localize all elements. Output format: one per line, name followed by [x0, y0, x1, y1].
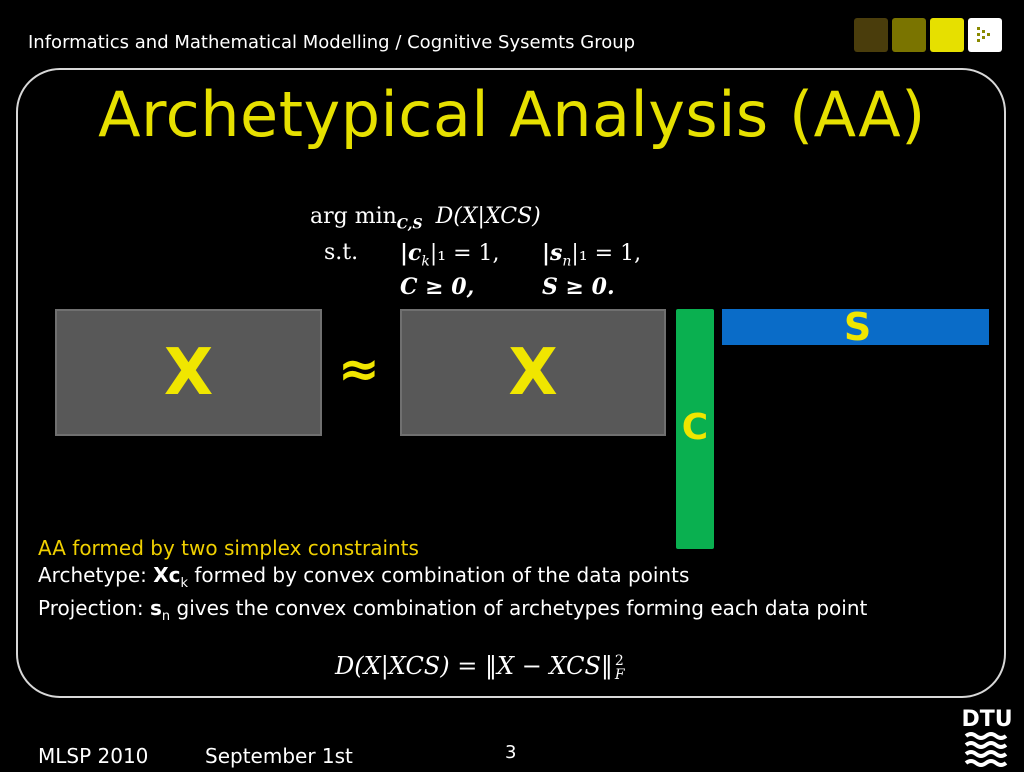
next-arrow-icon[interactable]: [968, 18, 1002, 52]
matrix-s: [722, 305, 989, 349]
header-text: Informatics and Mathematical Modelling / Cognitive Sysemts Group: [28, 32, 636, 53]
argmin-subscript: C,S: [396, 216, 423, 233]
brand-square-1: [854, 18, 888, 52]
body-line-2: [38, 563, 689, 591]
brand-squares: [854, 18, 1002, 52]
approx-symbol: ≈: [338, 340, 380, 398]
slide-title: Archetypical Analysis (AA): [98, 78, 926, 151]
constraint-s: |s: [542, 240, 563, 266]
constraint-s-sub: n: [562, 253, 572, 270]
body-line-3: [38, 596, 867, 624]
frobenius-sup: 2: [614, 652, 624, 669]
page-number: 3: [505, 742, 517, 763]
matrix-s-label: S: [843, 305, 872, 349]
frobenius-lhs: D(X|XCS) = ‖X − XCS‖: [335, 652, 613, 680]
dtu-logo: [962, 702, 1012, 768]
optimization-formula: [300, 200, 700, 310]
line2-rest: formed by convex combination of the data points: [188, 563, 690, 587]
constraint-c: |c: [400, 240, 422, 266]
footer-conference: MLSP 2010: [38, 744, 149, 768]
objective: D(X|XCS): [435, 204, 541, 229]
line2-prefix: Archetype:: [38, 563, 154, 587]
footer-date: September 1st: [205, 744, 353, 768]
matrix-c-label: C: [681, 406, 709, 448]
line2-bold: Xc: [153, 563, 181, 587]
constraint-s-nonneg: S ≥ 0.: [542, 274, 615, 300]
matrix-x-left: X: [55, 309, 322, 436]
constraint-c-nonneg: C ≥ 0,: [400, 274, 475, 300]
line3-bold: s: [150, 596, 162, 620]
body-line-1: AA formed by two simplex constraints: [38, 536, 419, 560]
line2-sub: k: [180, 576, 189, 591]
line3-prefix: Projection:: [38, 596, 150, 620]
frobenius-sub: F: [614, 666, 625, 683]
brand-square-3: [930, 18, 964, 52]
matrix-x-right: X: [400, 309, 666, 436]
constraint-s-tail: |₁ = 1,: [571, 241, 642, 266]
constraint-c-sub: k: [421, 253, 430, 270]
line3-rest: gives the convex combination of archetypes forming each data point: [170, 596, 868, 620]
brand-square-2: [892, 18, 926, 52]
argmin-label: arg min: [310, 204, 397, 229]
frobenius-formula: [335, 652, 625, 682]
constraint-c-tail: |₁ = 1,: [429, 241, 500, 266]
dtu-logo-text: DTU: [962, 707, 1012, 732]
st-label: s.t.: [324, 240, 359, 265]
line3-sub: n: [161, 609, 171, 624]
matrix-c: [676, 309, 714, 549]
